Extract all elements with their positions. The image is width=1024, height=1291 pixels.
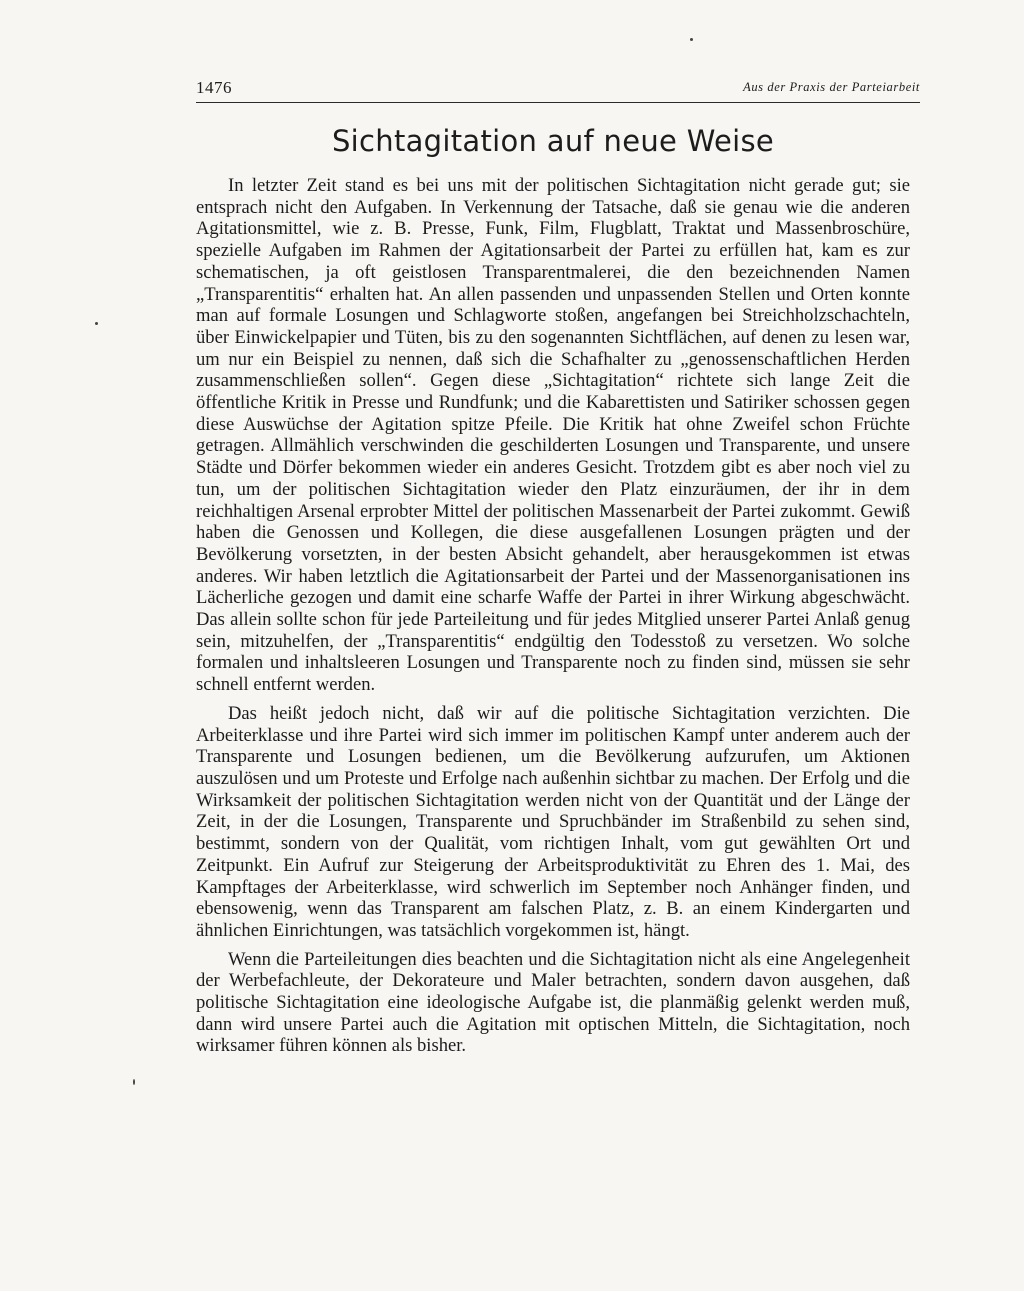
scan-speck [95, 322, 98, 325]
page-header [196, 78, 920, 103]
paragraph-3: Wenn die Parteileitungen dies beachten und die Sichtagitation nicht als eine Angelegenheit der Werbefachleute, der Dekorateure und Maler betrachten, sondern davon ausgehen, daß politische Sichtagitation eine ideologische Aufgabe ist, die planmäßig gelenkt werden muß, dann wird unsere Partei auch die Agitation mit optischen Mitteln, die Sichtagitation, noch wirksamer führen können als bisher. [196, 948, 910, 1057]
page-number: 1476 [196, 78, 232, 97]
scan-speck [133, 1079, 135, 1085]
paragraph-2: Das heißt jedoch nicht, daß wir auf die politische Sichtagitation verzichten. Die Arbeiterklasse und ihre Partei wird sich immer im politischen Kampf unter anderem auch der Transparente und Losungen bedienen, um die Bevölkerung aufzurufen, um Aktionen auszulösen und um Proteste und Erfolge nach außenhin sichtbar zu machen. Der Erfolg und die Wirksamkeit der politischen Sichtagitation werden nicht von der Quantität und der Länge der Zeit, in der die Losungen, Transparente und Spruchbänder im Straßenbild zu sehen sind, bestimmt, sondern von der Qualität, vom richtigen Inhalt, vom gut gewählten Ort und Zeitpunkt. Ein Aufruf zur Steigerung der Arbeitsproduktivität zu Ehren des 1. Mai, des Kampftages der Arbeiterklasse, wird schwerlich im September noch Anhänger finden, und ebensowenig, wenn das Transparent am falschen Platz, z. B. an einem Kindergarten und ähnlichen Einrichtungen, was tatsächlich vorgekommen ist, hängt. [196, 702, 910, 941]
article-body [196, 175, 910, 1064]
scan-speck [690, 38, 693, 41]
paragraph-1: In letzter Zeit stand es bei uns mit der politischen Sichtagitation nicht gerade gut; sie entsprach nicht den Aufgaben. In Verkennung der Tatsache, daß sie genau wie die anderen Agitationsmittel, wie z. B. Presse, Funk, Film, Flugblatt, Traktat und Massenbroschüre, spezielle Aufgaben im Rahmen der Agitationsarbeit der Partei zu erfüllen hat, kam es zur schematischen, ja oft geistlosen Transparentmalerei, die den bezeichnenden Namen „Transparentitis“ erhalten hat. An allen passenden und unpassenden Stellen und Orten konnte man auf formale Losungen und Schlagworte stoßen, angefangen bei Streichholzschachteln, über Einwickelpapier und Tüten, bis zu den sogenannten Sichtflächen, auf denen zu lesen war, um nur ein Beispiel zu nennen, daß sich die Schafhalter zu „genossenschaftlichen Herden zusammenschließen sollen“. Gegen diese „Sichtagitation“ richtete sich lange Zeit die öffentliche Kritik in Presse und Rundfunk; und die Kabarettisten und Satiriker schossen gegen diese Auswüchse der Agitation spitze Pfeile. Die Kritik hat ohne Zweifel schon Früchte getragen. Allmählich verschwinden die geschilderten Losungen und Transparente, und unsere Städte und Dörfer bekommen wieder ein anderes Gesicht. Trotzdem gibt es aber noch viel zu tun, um der politischen Sichtagitation wieder den Platz einzuräumen, der ihr in dem reichhaltigen Arsenal erprobter Mittel der politischen Massenarbeit der Partei zukommt. Gewiß haben die Genossen und Kollegen, die diese ausgefallenen Losungen prägten und der Bevölkerung vorsetzten, in der besten Absicht gehandelt, aber herausgekommen ist etwas anderes. Wir haben letztlich die Agitationsarbeit der Partei und der Massenorganisationen ins Lächerliche gezogen und damit eine scharfe Waffe der Partei in ihrer Wirkung abgeschwächt. Das allein sollte schon für jede Parteileitung und für jedes Mitglied unserer Partei Anlaß genug sein, mitzuhelfen, der „Transparentitis“ endgültig den Todesstoß zu versetzen. Wo solche formalen und inhaltsleeren Losungen und Transparente noch zu finden sind, müssen sie sehr schnell entfernt werden. [196, 175, 910, 696]
article-title: Sichtagitation auf neue Weise [331, 124, 775, 158]
running-head: Aus der Praxis der Parteiarbeit [743, 80, 920, 94]
